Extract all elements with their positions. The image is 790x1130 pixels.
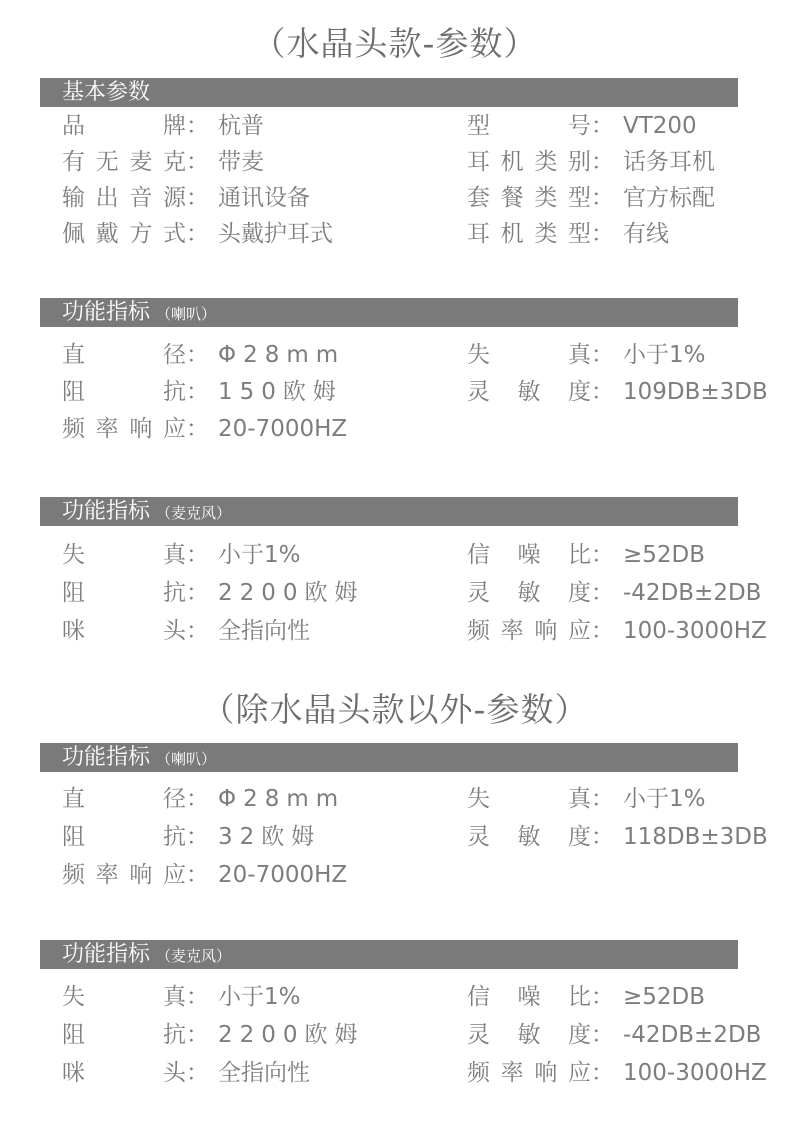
colon-separator: ： [591,113,614,139]
section-header-label: 功能指标 [62,300,151,325]
spec-label: 灵敏度 [467,580,591,606]
spec-label: 佩戴方式 [62,221,186,247]
basic-params-rows [40,108,770,252]
spec-cell [467,180,770,216]
section-header-microphone-noncrystal [40,940,738,969]
spec-label: 阻抗 [62,580,186,606]
section-header-basic-params [40,78,738,107]
spec-label: 阻抗 [62,824,186,850]
colon-separator: ： [591,185,614,211]
section-header-label: 功能指标 [62,499,151,524]
spec-row [40,1054,770,1092]
colon-separator: ： [186,342,209,368]
spec-label: 耳机类别 [467,149,591,175]
colon-separator: ： [591,984,614,1010]
spec-value: 杭普 [218,113,264,139]
speaker-crystal-rows [40,337,770,448]
spec-label: 失真 [62,984,186,1010]
spec-label: 咪头 [62,1060,186,1086]
spec-cell [467,374,770,411]
colon-separator: ： [186,416,209,442]
spec-row [40,108,770,144]
spec-label: 失真 [62,542,186,568]
colon-separator: ： [591,1060,614,1086]
spec-row [40,612,770,650]
spec-value: 通讯设备 [218,185,310,211]
spec-row [40,1016,770,1054]
colon-separator: ： [186,221,209,247]
spec-value: VT200 [623,113,697,139]
section-header-label: 功能指标 [62,745,151,770]
spec-cell [62,856,467,894]
colon-separator: ： [591,542,614,568]
spec-value: 2200欧姆 [218,1022,365,1048]
spec-label: 品牌 [62,113,186,139]
spec-cell [62,780,467,818]
colon-separator: ： [591,149,614,175]
spec-value: 32欧姆 [218,824,322,850]
spec-value: 小于1% [218,542,301,568]
spec-cell [62,818,467,856]
colon-separator: ： [186,379,209,405]
spec-value: Φ28mm [218,786,346,812]
spec-label: 输出音源 [62,185,186,211]
spec-cell [62,180,467,216]
spec-label: 失真 [467,342,591,368]
microphone-crystal-rows [40,536,770,650]
colon-separator: ： [591,618,614,644]
spec-row [40,856,770,894]
spec-label: 频率响应 [467,618,591,644]
spec-cell [62,536,467,574]
spec-label: 阻抗 [62,1022,186,1048]
spec-label: 信噪比 [467,542,591,568]
spec-label: 频率响应 [62,416,186,442]
spec-row [40,374,770,411]
spec-label: 有无麦克 [62,149,186,175]
spec-label: 频率响应 [467,1060,591,1086]
colon-separator: ： [591,342,614,368]
spec-cell [467,411,770,448]
colon-separator: ： [186,1022,209,1048]
spec-row [40,780,770,818]
colon-separator: ： [591,379,614,405]
colon-separator: ： [186,786,209,812]
colon-separator: ： [591,1022,614,1048]
section-header-label: 基本参数 [62,80,151,105]
spec-value: 头戴护耳式 [218,221,333,247]
section-header-label: 功能指标 [62,942,151,967]
spec-cell [62,978,467,1016]
spec-row [40,411,770,448]
spec-row [40,818,770,856]
spec-label: 耳机类型 [467,221,591,247]
spec-value: 官方标配 [623,185,715,211]
spec-cell [467,978,770,1016]
colon-separator: ： [186,618,209,644]
spec-label: 咪头 [62,618,186,644]
microphone-noncrystal-rows [40,978,770,1092]
spec-row [40,337,770,374]
spec-label: 阻抗 [62,379,186,405]
spec-cell [467,337,770,374]
non-crystal-params-title: （除水晶头款以外-参数） [201,690,589,729]
spec-cell [467,216,770,252]
spec-value: 109DB±3DB [623,379,768,405]
spec-value: 有线 [623,221,669,247]
spec-value: 小于1% [218,984,301,1010]
spec-value: 20-7000HZ [218,862,348,888]
spec-value: ≥52DB [623,984,706,1010]
spec-cell [62,574,467,612]
section-header-microphone-crystal [40,497,738,526]
crystal-params-title: （水晶头款-参数） [252,24,538,63]
spec-label: 灵敏度 [467,379,591,405]
spec-row [40,978,770,1016]
colon-separator: ： [186,149,209,175]
spec-row [40,180,770,216]
spec-value: 20-7000HZ [218,416,348,442]
section-header-sublabel: （喇叭） [156,750,217,768]
spec-cell [62,216,467,252]
colon-separator: ： [186,862,209,888]
spec-cell [467,108,770,144]
section-header-sublabel: （麦克风） [156,947,232,965]
spec-cell [467,612,770,650]
spec-cell [62,411,467,448]
spec-cell [467,1016,770,1054]
spec-value: -42DB±2DB [623,580,762,606]
colon-separator: ： [186,542,209,568]
spec-value: 小于1% [623,786,706,812]
colon-separator: ： [186,984,209,1010]
spec-value: Φ28mm [218,342,346,368]
spec-cell [467,818,770,856]
spec-label: 直径 [62,342,186,368]
spec-value: 话务耳机 [623,149,715,175]
section-header-sublabel: （麦克风） [156,504,232,522]
spec-label: 型号 [467,113,591,139]
colon-separator: ： [186,1060,209,1086]
spec-cell [467,144,770,180]
spec-label: 灵敏度 [467,824,591,850]
colon-separator: ： [186,580,209,606]
spec-cell [62,108,467,144]
section-header-speaker-noncrystal [40,743,738,772]
spec-cell [62,1054,467,1092]
spec-cell [62,144,467,180]
speaker-noncrystal-rows [40,780,770,894]
colon-separator: ： [591,221,614,247]
spec-value: -42DB±2DB [623,1022,762,1048]
section-header-speaker-crystal [40,298,738,327]
spec-value: 2200欧姆 [218,580,365,606]
colon-separator: ： [186,185,209,211]
spec-cell [467,574,770,612]
spec-value: 100-3000HZ [623,618,767,644]
spec-cell [467,1054,770,1092]
spec-label: 信噪比 [467,984,591,1010]
spec-cell [62,374,467,411]
spec-row [40,574,770,612]
spec-label: 频率响应 [62,862,186,888]
spec-cell [62,1016,467,1054]
spec-value: 小于1% [623,342,706,368]
colon-separator: ： [591,580,614,606]
spec-row [40,216,770,252]
spec-row [40,536,770,574]
spec-cell [62,612,467,650]
colon-separator: ： [186,113,209,139]
spec-cell [62,337,467,374]
spec-label: 失真 [467,786,591,812]
colon-separator: ： [186,824,209,850]
spec-value: 带麦 [218,149,264,175]
spec-value: 全指向性 [218,618,310,644]
spec-value: 100-3000HZ [623,1060,767,1086]
spec-label: 直径 [62,786,186,812]
spec-value: 118DB±3DB [623,824,768,850]
colon-separator: ： [591,786,614,812]
spec-value: 150欧姆 [218,379,343,405]
colon-separator: ： [591,824,614,850]
spec-label: 灵敏度 [467,1022,591,1048]
spec-value: 全指向性 [218,1060,310,1086]
spec-cell [467,780,770,818]
spec-label: 套餐类型 [467,185,591,211]
section-header-sublabel: （喇叭） [156,305,217,323]
spec-cell [467,536,770,574]
spec-cell [467,856,770,894]
spec-row [40,144,770,180]
spec-value: ≥52DB [623,542,706,568]
